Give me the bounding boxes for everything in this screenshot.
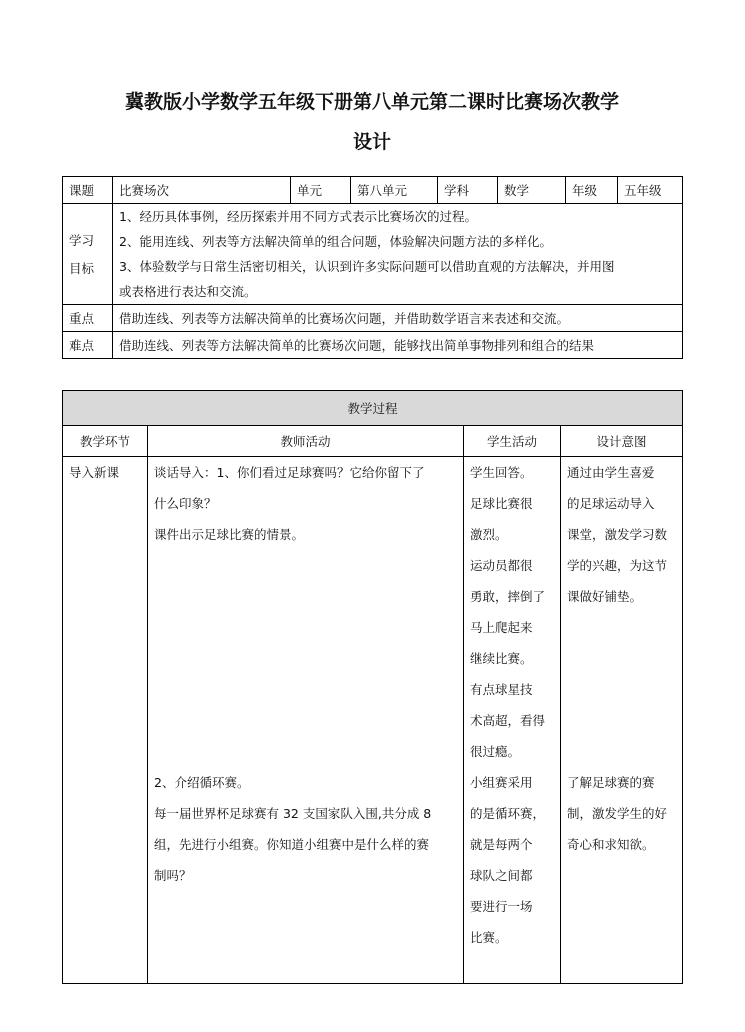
student-line: 继续比赛。 [470, 651, 533, 666]
title-line-2: 设计 [352, 131, 391, 153]
goal-item: 或表格进行表达和交流。 [119, 284, 257, 299]
student-line: 足球比赛很 [470, 496, 533, 511]
grade-label: 年级 [566, 177, 618, 204]
student-line: 运动员都很 [470, 558, 533, 573]
student-line: 马上爬起来 [470, 620, 533, 635]
goals-label [63, 204, 113, 305]
stage-cell [63, 457, 148, 984]
student-line: 很过瘾。 [470, 744, 521, 759]
student-line: 小组赛采用 [470, 775, 533, 790]
info-row-topic [63, 177, 683, 204]
process-column-headers [63, 426, 683, 457]
subject-label: 学科 [438, 177, 498, 204]
lesson-info-table [62, 176, 683, 359]
teacher-activity-cell [148, 457, 464, 984]
student-line: 球队之间都 [470, 868, 533, 883]
teacher-line: 2、介绍循环赛。 [154, 775, 250, 790]
key-point-value: 借助连线、列表等方法解决简单的比赛场次问题，并借助数学语言来表述和交流。 [113, 305, 683, 332]
student-line: 勇敢，摔倒了 [470, 589, 546, 604]
stage-name: 导入新课 [69, 465, 120, 480]
key-point-label: 重点 [63, 305, 113, 332]
goal-item: 1、经历具体事例，经历探索并用不同方式表示比赛场次的过程。 [119, 209, 477, 224]
student-line: 的是循环赛， [470, 806, 546, 821]
teacher-line: 制吗？ [154, 868, 192, 883]
intent-line: 的足球运动导入 [567, 496, 655, 511]
subject-value: 数学 [498, 177, 566, 204]
unit-label: 单元 [291, 177, 351, 204]
intent-line: 学的兴趣，为这节 [567, 558, 668, 573]
student-line: 就是每两个 [470, 837, 533, 852]
intent-line: 课做好铺垫。 [567, 589, 643, 604]
process-row-intro [63, 457, 683, 984]
column-header-stage: 教学环节 [63, 426, 148, 457]
goals-label-line-1: 学习 [69, 233, 95, 248]
difficulty-value: 借助连线、列表等方法解决简单的比赛场次问题，能够找出简单事物排列和组合的结果 [113, 332, 683, 359]
info-row-key-point [63, 305, 683, 332]
student-activity-cell [464, 457, 561, 984]
topic-label: 课题 [63, 177, 113, 204]
topic-value: 比赛场次 [113, 177, 291, 204]
student-line: 术高超，看得 [470, 713, 546, 728]
student-line: 比赛。 [470, 930, 508, 945]
student-line: 学生回答。 [470, 465, 533, 480]
column-header-student: 学生活动 [464, 426, 561, 457]
column-header-teacher: 教师活动 [148, 426, 464, 457]
teaching-process-table [62, 390, 683, 984]
goals-label-line-2: 目标 [69, 261, 95, 276]
teacher-line: 课件出示足球比赛的情景。 [154, 527, 305, 542]
goals-content [113, 204, 683, 305]
info-row-difficulty [63, 332, 683, 359]
teacher-line: 什么印象？ [154, 496, 217, 511]
column-header-intent: 设计意图 [561, 426, 683, 457]
student-line: 要进行一场 [470, 899, 533, 914]
goal-item: 3、体验数学与日常生活密切相关，认识到许多实际问题可以借助直观的方法解决，并用图 [119, 259, 615, 274]
process-header: 教学过程 [63, 391, 683, 426]
student-line: 激烈。 [470, 527, 508, 542]
intent-line: 制，激发学生的好 [567, 806, 668, 821]
design-intent-cell [561, 457, 683, 984]
unit-value: 第八单元 [351, 177, 438, 204]
goal-item: 2、能用连线、列表等方法解决简单的组合问题，体验解决问题方法的多样化。 [119, 234, 552, 249]
info-row-goals [63, 204, 683, 305]
document-title [62, 82, 682, 162]
intent-line: 通过由学生喜爱 [567, 465, 655, 480]
student-line: 有点球星技 [470, 682, 533, 697]
title-line-1: 冀教版小学数学五年级下册第八单元第二课时比赛场次教学 [124, 91, 619, 113]
teacher-line: 谈话导入：1、你们看过足球赛吗？它给你留下了 [154, 465, 425, 480]
teacher-line: 组，先进行小组赛。你知道小组赛中是什么样的赛 [154, 837, 430, 852]
teacher-line: 每一届世界杯足球赛有 32 支国家队入围,共分成 8 [154, 806, 432, 821]
difficulty-label: 难点 [63, 332, 113, 359]
intent-line: 奇心和求知欲。 [567, 837, 655, 852]
intent-line: 课堂，激发学习数 [567, 527, 668, 542]
grade-value: 五年级 [618, 177, 683, 204]
intent-line: 了解足球赛的赛 [567, 775, 655, 790]
